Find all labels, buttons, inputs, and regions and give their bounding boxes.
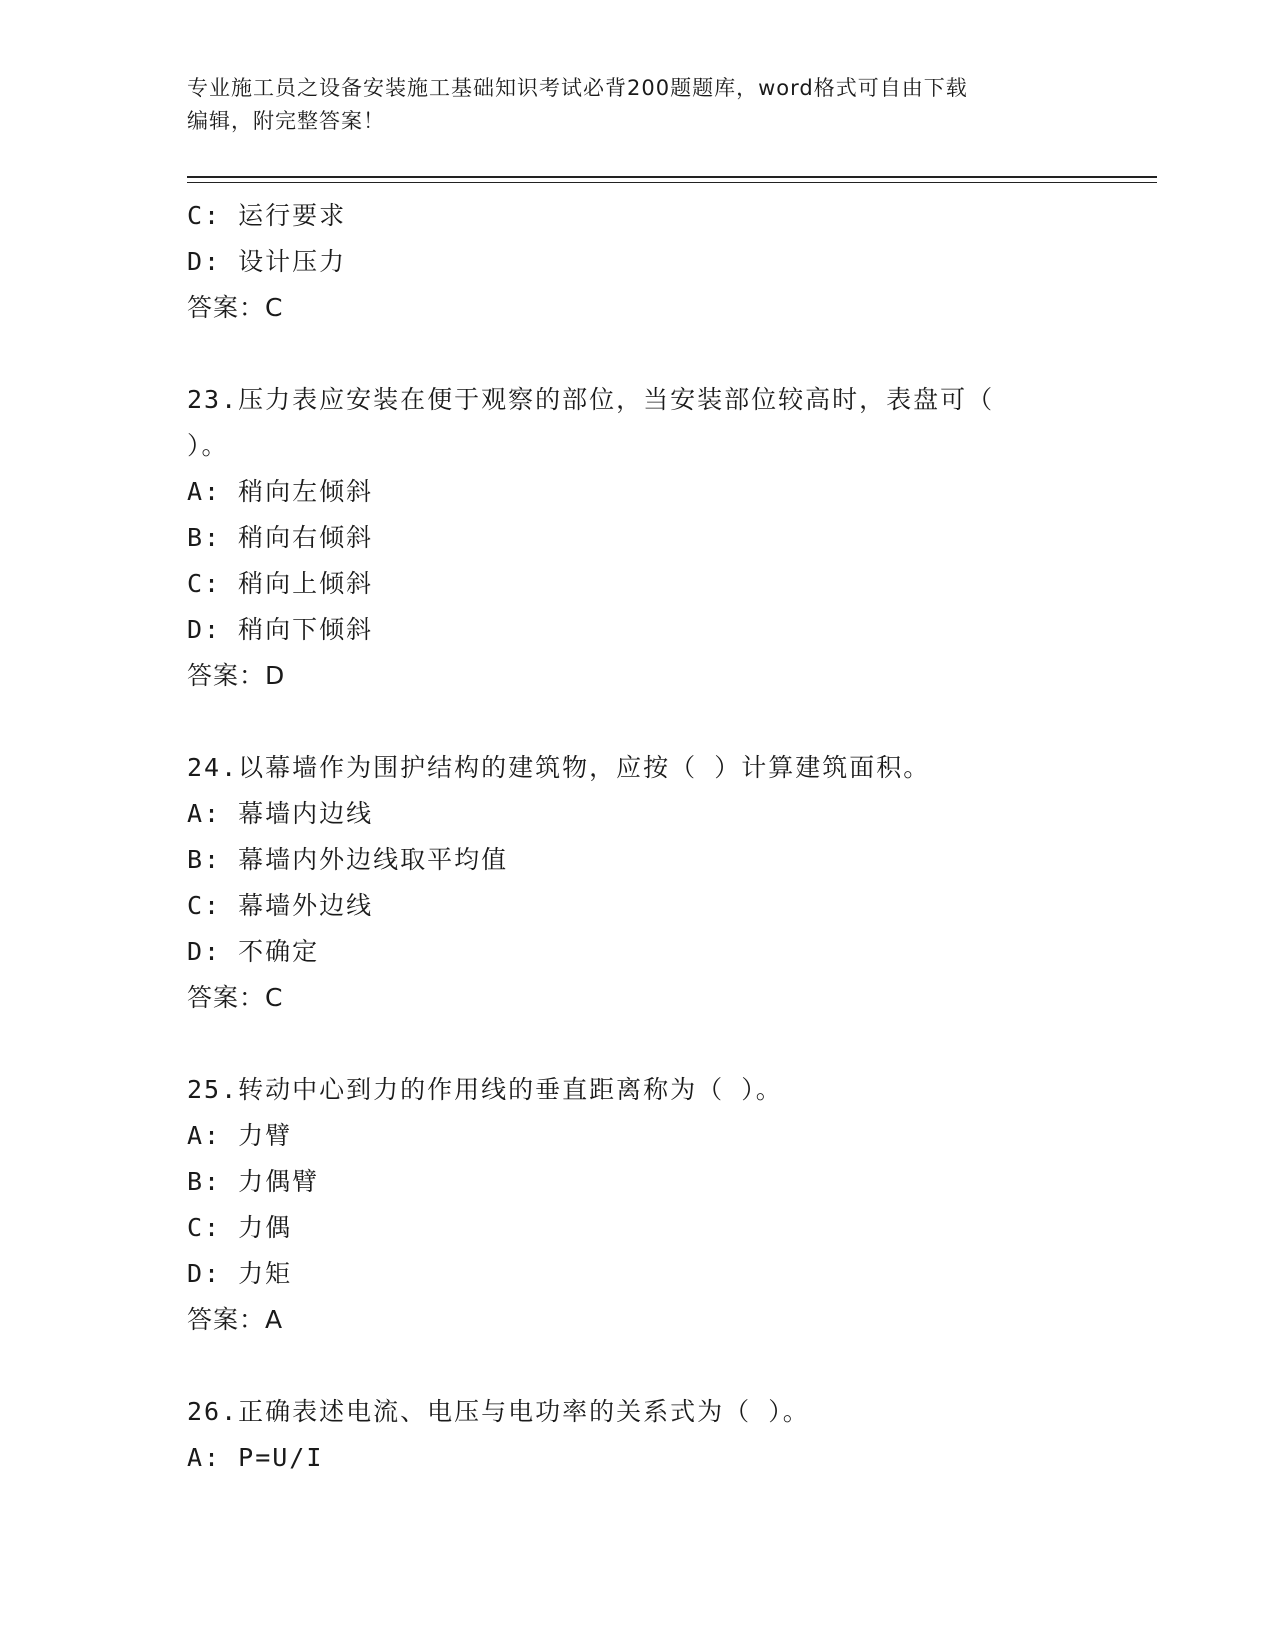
document-header: [187, 72, 1087, 138]
header-rule-thick: [187, 176, 1157, 178]
answer-line: 答案：D: [187, 661, 286, 690]
question-23: [187, 377, 1127, 699]
option-d: D: 力矩: [187, 1259, 293, 1288]
answer-line: 答案：C: [187, 293, 284, 322]
question-25: [187, 1067, 1127, 1343]
option-a: A: 稍向左倾斜: [187, 477, 374, 506]
option-d: D: 设计压力: [187, 247, 347, 276]
option-c: C: 幕墙外边线: [187, 891, 374, 920]
question-stem-cont: ）。: [187, 431, 229, 460]
option-b: B: 力偶臂: [187, 1167, 320, 1196]
header-line-2: 编辑，附完整答案！: [187, 109, 385, 133]
question-list: [187, 193, 1127, 1481]
option-c: C: 稍向上倾斜: [187, 569, 374, 598]
option-a: A: P=U/I: [187, 1443, 324, 1472]
spacer: [187, 1021, 1127, 1067]
header-rule-thin: [187, 182, 1157, 183]
header-line-1: 专业施工员之设备安装施工基础知识考试必背200题题库，word格式可自由下载: [187, 76, 968, 100]
question-stem: 26.正确表述电流、电压与电功率的关系式为（ ）。: [187, 1397, 810, 1426]
option-a: A: 幕墙内边线: [187, 799, 374, 828]
option-d: D: 稍向下倾斜: [187, 615, 374, 644]
option-c: C: 运行要求: [187, 201, 347, 230]
option-b: B: 幕墙内外边线取平均值: [187, 845, 509, 874]
question-26: [187, 1389, 1127, 1481]
question-stem: 24.以幕墙作为围护结构的建筑物，应按（ ）计算建筑面积。: [187, 753, 931, 782]
answer-line: 答案：A: [187, 1305, 284, 1334]
question-stem: 23.压力表应安装在便于观察的部位，当安装部位较高时，表盘可（: [187, 385, 995, 414]
answer-line: 答案：C: [187, 983, 284, 1012]
spacer: [187, 699, 1127, 745]
question-24: [187, 745, 1127, 1021]
option-a: A: 力臂: [187, 1121, 293, 1150]
question-stem: 25.转动中心到力的作用线的垂直距离称为（ ）。: [187, 1075, 783, 1104]
spacer: [187, 331, 1127, 377]
option-c: C: 力偶: [187, 1213, 293, 1242]
option-d: D: 不确定: [187, 937, 320, 966]
spacer: [187, 1343, 1127, 1389]
option-b: B: 稍向右倾斜: [187, 523, 374, 552]
prev-question-block: [187, 193, 1127, 331]
